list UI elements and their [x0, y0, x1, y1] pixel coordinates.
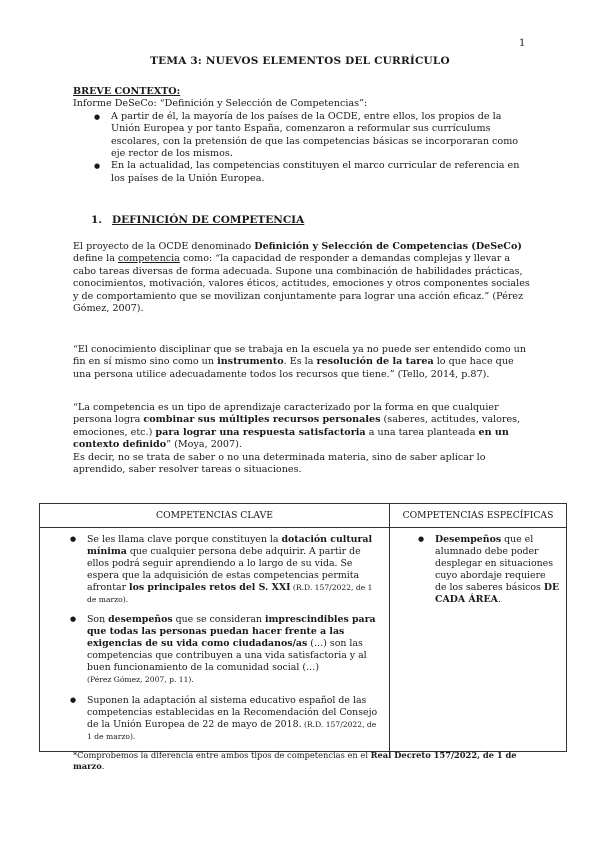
list-item: ● Se les llama clave porque constituyen la dotación cultural mínima que cualquier persona debe adquirir. A partir de ellos podrá seguir aprendiendo a lo largo de su vida. Se espera que la adquisición de estas competencias permita afrontar los principales retos del S. XXI (R.D. 157/2022, de 1 de marzo). [87, 534, 381, 605]
brief-context-list [73, 111, 531, 185]
page-number: 1 [519, 38, 526, 49]
document-title: TEMA 3: NUEVOS ELEMENTOS DEL CURRÍCULO [150, 55, 450, 67]
list-item: ● Suponen la adaptación al sistema educativo español de las competencias establecidas en la Recomendación del Consejo de la Unión Europea de 22 de mayo de 2018. (R.D. 157/2022, de 1 de marzo). [87, 695, 381, 743]
paragraph-moya-quote: “La competencia es un tipo de aprendizaje caracterizado por la forma en que cualquier persona logra combinar sus múltiples recursos personales (saberes, actitudes, valores, emociones, etc.) para lograr una respuesta satisfactoria a una tarea planteada en un contexto definido” (Moya, 2007). Es decir, no se trata de saber o no una determinada materia, sino de saber aplicar lo aprendido, saber resolver tareas o situaciones. [73, 402, 521, 476]
competencies-table [39, 503, 567, 752]
section-title: DEFINICIÓN DE COMPETENCIA [111, 214, 305, 226]
list-item: ● Son desempeños que se consideran imprescindibles para que todas las personas puedan hacer frente a las exigencias de su vida como ciudadanos/as (…) son las competencias que contribuyen a una vida satisfactoria y al buen funcionamiento de la comunidad social (…) (Pérez Gómez, 2007, p. 11). [87, 614, 381, 685]
footnote: *Comprobemos la diferencia entre ambos tipos de competencias en el Real Decreto 157/2022, de 1 de marzo. [73, 750, 517, 771]
list-item: ● Desempeños que el alumnado debe poder desplegar en situaciones cuyo abordaje requiere de los saberes básicos DE CADA ÁREA. [435, 534, 560, 605]
brief-context-section [73, 86, 531, 185]
header-key-competencies: COMPETENCIAS CLAVE [40, 504, 390, 528]
specific-competencies-cell [390, 528, 567, 752]
section-number: 1. [91, 214, 102, 226]
paragraph-oecd-definition: El proyecto de la OCDE denominado Definición y Selección de Competencias (DeSeCo) define la competencia como: “la capacidad de responder a demandas complejas y llevar a cabo tareas diversas de forma adecuada. Supone una combinación de habilidades prácticas, conocimientos, motivación, valores éticos, actitudes, emociones y otros componentes sociales y de comportamiento que se movilizan conjuntamente para lograr una acción eficaz.” (Pérez Gómez, 2007). [73, 241, 530, 315]
key-competencies-cell [40, 528, 390, 752]
brief-context-heading: BREVE CONTEXTO: [73, 86, 181, 97]
table-header-row [40, 504, 567, 528]
section-heading-definition [91, 214, 304, 226]
list-item: ● En la actualidad, las competencias constituyen el marco curricular de referencia en los países de la Unión Europea. [111, 160, 531, 185]
brief-context-intro: Informe DeSeCo: “Definición y Selección de Competencias”: [73, 98, 368, 110]
list-item: ● A partir de él, la mayoría de los países de la OCDE, entre ellos, los propios de la Unión Europea y por tanto España, comenzaron a reformular sus currículums escolares, con la pretensión de que las competencias básicas se incorporaran como eje rector de los mismos. [111, 111, 531, 161]
header-specific-competencies: COMPETENCIAS ESPECÍFICAS [390, 504, 567, 528]
table-row [40, 528, 567, 752]
paragraph-tello-quote: “El conocimiento disciplinar que se trabaja en la escuela ya no puede ser entendido como un fin en sí mismo sino como un instrumento. Es la resolución de la tarea lo que hace que una persona utilice adecuadamente todos los recursos que tiene.” (Tello, 2014, p.87). [73, 344, 527, 380]
